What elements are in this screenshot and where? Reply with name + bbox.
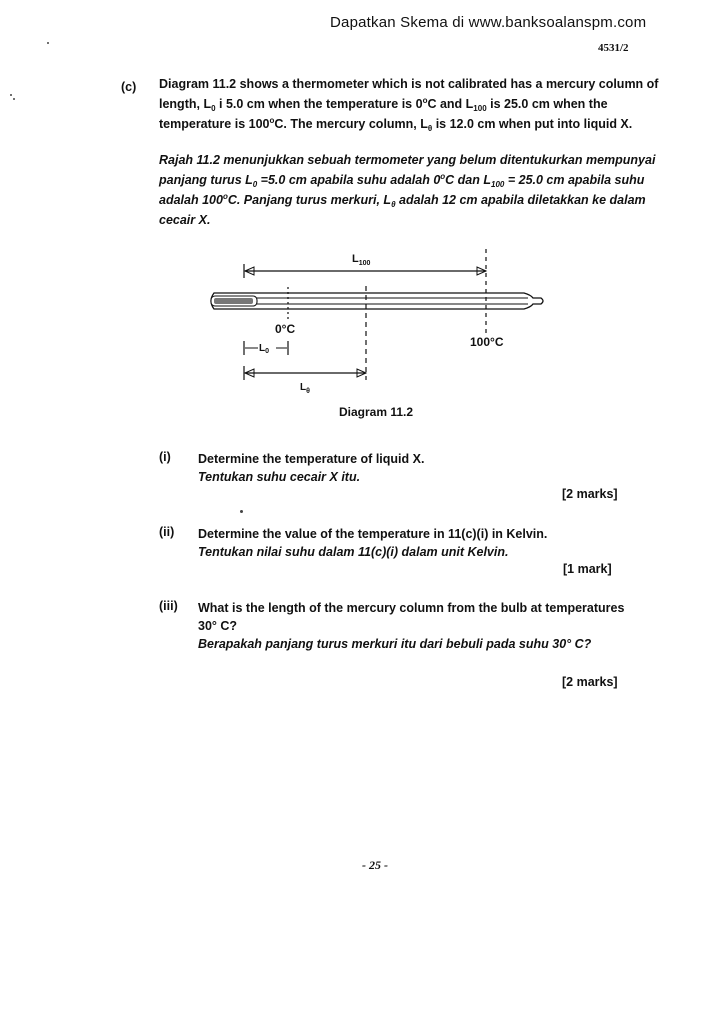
hundred-degree-label: 100°C bbox=[470, 335, 504, 349]
question-3-label: (iii) bbox=[159, 599, 178, 613]
question-3-english: What is the length of the mercury column from the bulb at temperatures 30° C? bbox=[198, 601, 625, 633]
text-span: C. The mercury column, L bbox=[274, 117, 428, 131]
question-2-malay: Tentukan nilai suhu dalam 11(c)(i) dalam unit Kelvin. bbox=[198, 545, 509, 559]
subscript: θ bbox=[427, 124, 433, 133]
question-1-label: (i) bbox=[159, 450, 171, 464]
part-label: (c) bbox=[121, 80, 137, 94]
question-1-english: Determine the temperature of liquid X. bbox=[198, 452, 425, 466]
text-span: C dan L bbox=[445, 173, 492, 187]
superscript: o bbox=[440, 171, 446, 181]
thermometer-tube bbox=[211, 293, 543, 309]
text-span: is 12.0 cm when put into liquid X. bbox=[432, 117, 633, 131]
text-span: =5.0 cm apabila suhu adalah 0 bbox=[257, 173, 441, 187]
superscript: o bbox=[422, 95, 428, 105]
text-span: Diagram 11.2 shows a thermometer which is not calibrated has a mercury column of length, L bbox=[159, 77, 659, 111]
question-2 bbox=[198, 525, 638, 561]
question-1-marks: [2 marks] bbox=[562, 487, 618, 501]
question-1 bbox=[198, 450, 638, 486]
page-number: - 25 - bbox=[362, 858, 388, 872]
text-span: Rajah 11.2 menunjukkan sebuah termometer yang belum ditentukurkan mempunyai panjang turus L bbox=[159, 153, 656, 187]
subscript: 0 bbox=[211, 104, 216, 113]
question-2-label: (ii) bbox=[159, 525, 175, 539]
subscript: 100 bbox=[473, 104, 487, 113]
subscript: θ bbox=[391, 200, 396, 209]
text-span: C and L bbox=[427, 97, 474, 111]
question-3 bbox=[198, 599, 638, 653]
text-span: is 25.0 cm when the temperature is 100 bbox=[159, 97, 608, 131]
question-2-marks: [1 mark] bbox=[563, 562, 612, 576]
diagram-caption: Diagram 11.2 bbox=[339, 405, 414, 419]
question-3-marks: [2 marks] bbox=[562, 675, 618, 689]
paper-code: 4531/2 bbox=[598, 42, 629, 54]
text-span: i 5.0 cm when the temperature is 0 bbox=[215, 97, 423, 111]
question-1-malay: Tentukan suhu cecair X itu. bbox=[198, 470, 361, 484]
superscript: o bbox=[222, 191, 228, 201]
question-3-malay: Berapakah panjang turus merkuri itu dari bebuli pada suhu 30° C? bbox=[198, 637, 592, 651]
l100-label: $L_{100}$ bbox=[352, 253, 371, 267]
question-2-english: Determine the value of the temperature in 11(c)(i) in Kelvin. bbox=[198, 527, 548, 541]
text-span: = 25.0 cm apabila suhu adalah 100 bbox=[159, 173, 645, 207]
bulb-mercury bbox=[214, 298, 253, 304]
subscript: 0 bbox=[252, 180, 258, 189]
header-website: Dapatkan Skema di www.banksoalanspm.com bbox=[330, 14, 647, 31]
text-span: adalah 12 cm apabila diletakkan ke dalam cecair X. bbox=[159, 193, 646, 227]
text-span: C. Panjang turus merkuri, L bbox=[227, 193, 392, 207]
l0-label: $L_0$ bbox=[259, 343, 270, 355]
ltheta-label: $L_\theta$ bbox=[300, 382, 310, 395]
superscript: o bbox=[269, 115, 275, 125]
zero-degree-label: 0°C bbox=[275, 322, 296, 336]
subscript: 100 bbox=[491, 180, 505, 189]
